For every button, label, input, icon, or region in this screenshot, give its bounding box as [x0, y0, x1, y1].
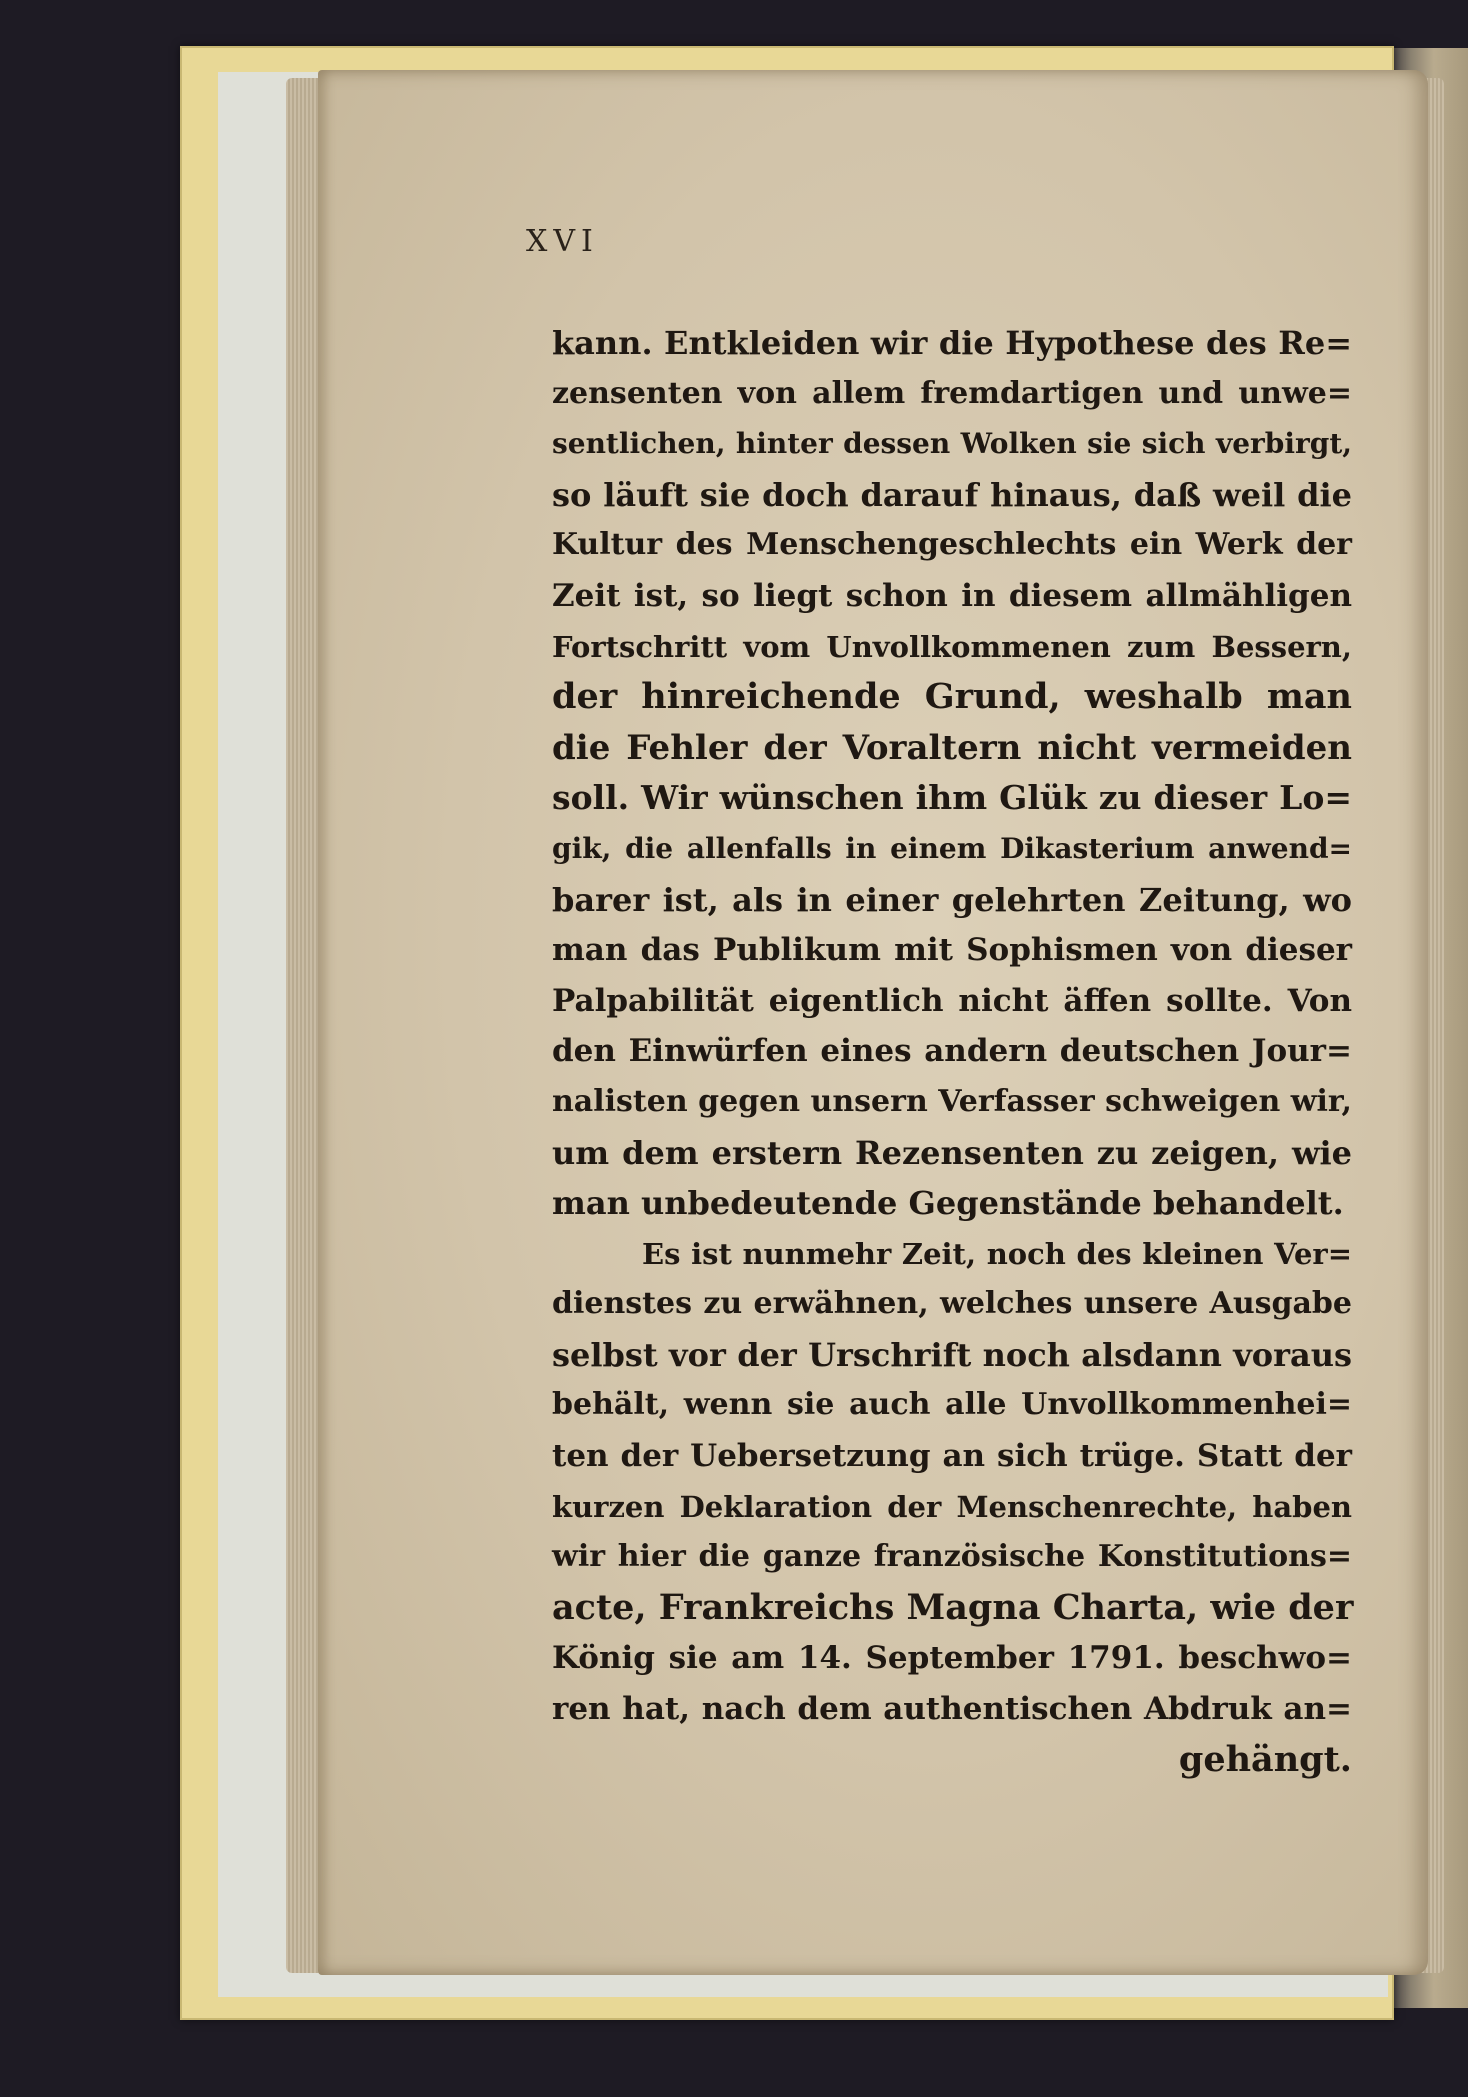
- text-line: zensenten von allem fremdartigen und unwe=: [552, 375, 1352, 411]
- text-line: behält, wenn sie auch alle Unvollkommenhei=: [552, 1387, 1352, 1423]
- body-text: [552, 318, 1352, 1785]
- text-line: kurzen Deklaration der Menschenrechte, haben: [552, 1489, 1352, 1524]
- text-line: kann. Entkleiden wir die Hypothese des Re=: [552, 324, 1352, 362]
- text-line: man unbedeutende Gegenstände behandelt.: [552, 1184, 1344, 1223]
- text-line: sentlichen, hinter dessen Wolken sie sich verbirgt,: [552, 427, 1352, 461]
- text-line: um dem erstern Rezensenten zu zeigen, wie: [552, 1133, 1352, 1172]
- text-line: acte, Frankreichs Magna Charta, wie der: [552, 1586, 1354, 1628]
- text-line: soll. Wir wünschen ihm Glük zu dieser Lo=: [552, 778, 1352, 818]
- text-line: König sie am 14. September 1791. beschwo=: [552, 1640, 1352, 1677]
- text-line: Kultur des Menschengeschlechts ein Werk der: [552, 527, 1352, 563]
- text-line: ten der Uebersetzung an sich trüge. Statt der: [552, 1438, 1352, 1475]
- text-line: barer ist, als in einer gelehrten Zeitung, wo: [552, 880, 1352, 919]
- text-line: nalisten gegen unsern Verfasser schweigen wir,: [552, 1083, 1352, 1119]
- text-line: der hinreichende Grund, weshalb man: [552, 676, 1352, 718]
- text-line: dienstes zu erwähnen, welches unsere Ausgabe: [552, 1286, 1352, 1322]
- text-line: wir hier die ganze französische Konstitutions=: [552, 1539, 1352, 1575]
- text-line: so läuft sie doch darauf hinaus, daß weil die: [552, 475, 1352, 514]
- text-line: Palpabilität eigentlich nicht äffen sollte. Von: [552, 982, 1352, 1019]
- text-line: ren hat, nach dem authentischen Abdruk an=: [552, 1691, 1352, 1728]
- text-line: die Fehler der Voraltern nicht vermeiden: [552, 727, 1352, 768]
- text-line: den Einwürfen eines andern deutschen Jour=: [552, 1033, 1352, 1070]
- text-line: Es ist nunmehr Zeit, noch des kleinen Ver=: [642, 1236, 1352, 1271]
- text-line: man das Publikum mit Sophismen von dieser: [552, 932, 1352, 969]
- page-number: XVI: [526, 224, 599, 259]
- text-line: gik, die allenfalls in einem Dikasterium anwend=: [552, 831, 1352, 865]
- text-line: gehängt.: [1178, 1738, 1352, 1780]
- text-line: selbst vor der Urschrift noch alsdann voraus: [552, 1335, 1352, 1374]
- text-line: Fortschritt vom Unvollkommenen zum Bessern,: [552, 629, 1352, 664]
- text-line: Zeit ist, so liegt schon in diesem allmähligen: [552, 577, 1352, 614]
